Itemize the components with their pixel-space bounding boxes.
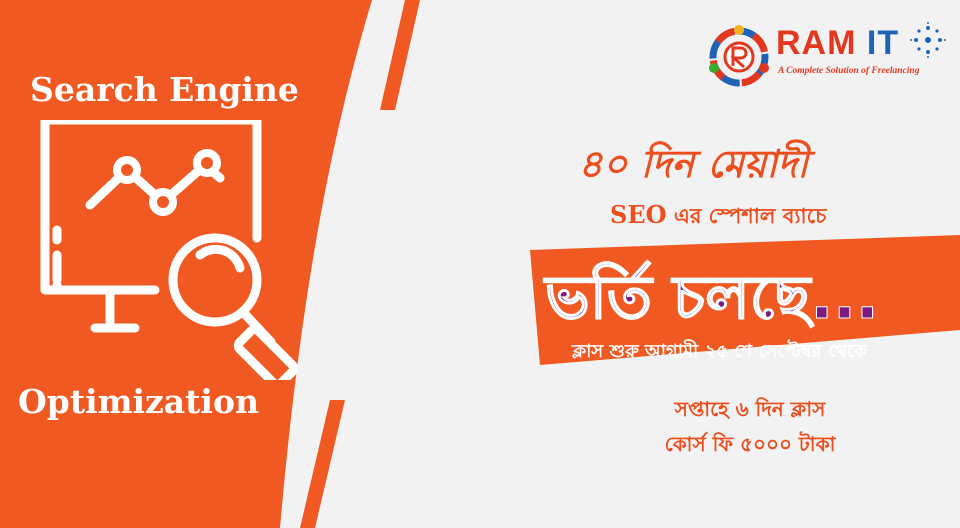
optimization-title: Optimization — [18, 382, 259, 421]
brand-name — [776, 24, 899, 63]
brand-tagline: A Complete Solution of Freelancing — [778, 66, 920, 76]
seo-monitor-icon — [35, 120, 325, 380]
batch-line — [610, 200, 826, 235]
course-fee: কোর্স ফি ৫০০০ টাকা — [664, 432, 836, 456]
batch-special: এর স্পেশাল ব্যাচে — [673, 204, 827, 228]
weekly-schedule: সপ্তাহে ৬ দিন ক্লাস — [674, 397, 826, 421]
course-duration: ৪০ দিন মেয়াদী — [578, 142, 809, 186]
search-engine-title: Search Engine — [30, 70, 299, 109]
brand-name-it: IT — [866, 24, 900, 62]
ram-it-logo-mark — [706, 24, 772, 90]
brand-name-ram: RAM — [776, 24, 857, 62]
class-start-date: ক্লাস শুরু আগামী ২৫ শে সেপ্টেম্বর থেকে — [572, 341, 867, 362]
batch-seo: SEO — [610, 200, 667, 229]
sparkle-icon — [908, 20, 948, 60]
admission-open-heading: ভর্তি চলছে... — [545, 263, 879, 333]
